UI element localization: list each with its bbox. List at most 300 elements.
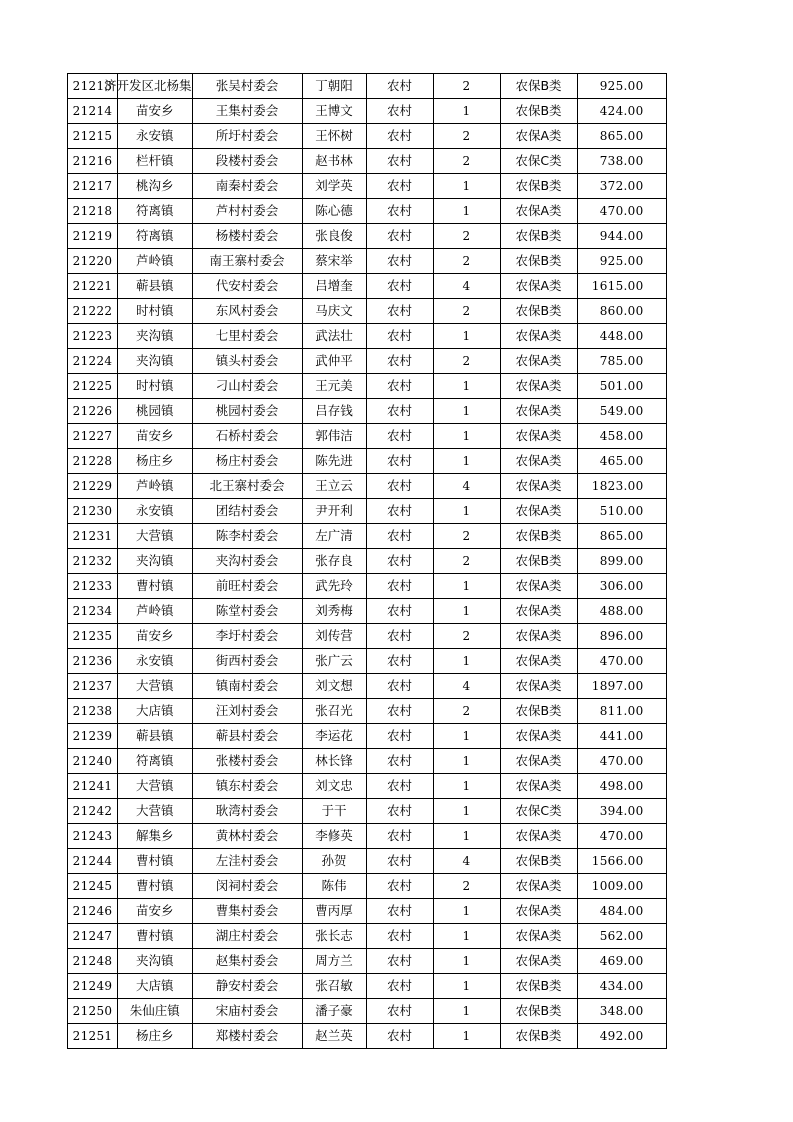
village-committee-cell: 段楼村委会 bbox=[192, 149, 302, 174]
name-cell: 张存良 bbox=[302, 549, 366, 574]
category-cell: 农保A类 bbox=[500, 599, 577, 624]
category-cell: 农保A类 bbox=[500, 424, 577, 449]
table-row bbox=[68, 999, 667, 1024]
table-row bbox=[68, 799, 667, 824]
township-cell: 符离镇 bbox=[118, 224, 193, 249]
household-size-cell: 1 bbox=[433, 974, 500, 999]
category-cell: 农保C类 bbox=[500, 799, 577, 824]
record-id-cell: 21228 bbox=[68, 449, 118, 474]
amount-cell: 448.00 bbox=[577, 324, 666, 349]
category-cell: 农保A类 bbox=[500, 824, 577, 849]
table-row bbox=[68, 324, 667, 349]
name-cell: 陈心德 bbox=[302, 199, 366, 224]
area-type-cell: 农村 bbox=[366, 149, 433, 174]
category-cell: 农保A类 bbox=[500, 649, 577, 674]
household-size-cell: 2 bbox=[433, 624, 500, 649]
record-id-cell: 21213 bbox=[68, 74, 118, 99]
name-cell: 曹丙厚 bbox=[302, 899, 366, 924]
table-row bbox=[68, 649, 667, 674]
village-committee-cell: 陈堂村委会 bbox=[192, 599, 302, 624]
table-row bbox=[68, 874, 667, 899]
table-row bbox=[68, 124, 667, 149]
name-cell: 刘文想 bbox=[302, 674, 366, 699]
village-committee-cell: 桃园村委会 bbox=[192, 399, 302, 424]
area-type-cell: 农村 bbox=[366, 799, 433, 824]
name-cell: 李运花 bbox=[302, 724, 366, 749]
table-row bbox=[68, 424, 667, 449]
category-cell: 农保B类 bbox=[500, 174, 577, 199]
name-cell: 李修英 bbox=[302, 824, 366, 849]
township-cell: 苗安乡 bbox=[118, 899, 193, 924]
category-cell: 农保B类 bbox=[500, 224, 577, 249]
village-committee-cell: 镇头村委会 bbox=[192, 349, 302, 374]
township-cell: 蕲县镇 bbox=[118, 274, 193, 299]
table-row bbox=[68, 99, 667, 124]
name-cell: 刘传营 bbox=[302, 624, 366, 649]
record-id-cell: 21222 bbox=[68, 299, 118, 324]
household-size-cell: 4 bbox=[433, 674, 500, 699]
township-cell: 芦岭镇 bbox=[118, 474, 193, 499]
village-committee-cell: 宋庙村委会 bbox=[192, 999, 302, 1024]
amount-cell: 348.00 bbox=[577, 999, 666, 1024]
township-cell: 桃园镇 bbox=[118, 399, 193, 424]
table-row bbox=[68, 699, 667, 724]
township-cell: 朱仙庄镇 bbox=[118, 999, 193, 1024]
record-id-cell: 21215 bbox=[68, 124, 118, 149]
table-row bbox=[68, 624, 667, 649]
amount-cell: 865.00 bbox=[577, 124, 666, 149]
name-cell: 于干 bbox=[302, 799, 366, 824]
record-id-cell: 21234 bbox=[68, 599, 118, 624]
record-id-cell: 21225 bbox=[68, 374, 118, 399]
amount-cell: 424.00 bbox=[577, 99, 666, 124]
village-committee-cell: 夹沟村委会 bbox=[192, 549, 302, 574]
record-id-cell: 21214 bbox=[68, 99, 118, 124]
township-cell: 夹沟镇 bbox=[118, 324, 193, 349]
village-committee-cell: 湖庄村委会 bbox=[192, 924, 302, 949]
record-id-cell: 21219 bbox=[68, 224, 118, 249]
record-id-cell: 21216 bbox=[68, 149, 118, 174]
township-cell: 蕲县镇 bbox=[118, 724, 193, 749]
name-cell: 武先玲 bbox=[302, 574, 366, 599]
area-type-cell: 农村 bbox=[366, 849, 433, 874]
township-cell-text: 济开发区北杨集 bbox=[104, 78, 192, 93]
name-cell: 左广清 bbox=[302, 524, 366, 549]
township-cell: 芦岭镇 bbox=[118, 599, 193, 624]
record-id-cell: 21237 bbox=[68, 674, 118, 699]
name-cell: 周方兰 bbox=[302, 949, 366, 974]
table-row bbox=[68, 499, 667, 524]
household-size-cell: 2 bbox=[433, 74, 500, 99]
area-type-cell: 农村 bbox=[366, 949, 433, 974]
township-cell: 苗安乡 bbox=[118, 424, 193, 449]
record-id-cell: 21226 bbox=[68, 399, 118, 424]
township-cell: 大店镇 bbox=[118, 974, 193, 999]
category-cell: 农保B类 bbox=[500, 524, 577, 549]
amount-cell: 899.00 bbox=[577, 549, 666, 574]
village-committee-cell: 陈李村委会 bbox=[192, 524, 302, 549]
table-row bbox=[68, 724, 667, 749]
village-committee-cell: 街西村委会 bbox=[192, 649, 302, 674]
area-type-cell: 农村 bbox=[366, 99, 433, 124]
household-size-cell: 4 bbox=[433, 274, 500, 299]
record-id-cell: 21235 bbox=[68, 624, 118, 649]
area-type-cell: 农村 bbox=[366, 774, 433, 799]
household-size-cell: 1 bbox=[433, 424, 500, 449]
household-size-cell: 2 bbox=[433, 224, 500, 249]
township-cell: 符离镇 bbox=[118, 749, 193, 774]
table-row bbox=[68, 849, 667, 874]
table-row bbox=[68, 1024, 667, 1049]
village-committee-cell: 代安村委会 bbox=[192, 274, 302, 299]
village-committee-cell: 南王寨村委会 bbox=[192, 249, 302, 274]
category-cell: 农保B类 bbox=[500, 299, 577, 324]
area-type-cell: 农村 bbox=[366, 399, 433, 424]
amount-cell: 501.00 bbox=[577, 374, 666, 399]
household-size-cell: 1 bbox=[433, 574, 500, 599]
data-table bbox=[67, 73, 667, 1049]
area-type-cell: 农村 bbox=[366, 224, 433, 249]
record-id-cell: 21220 bbox=[68, 249, 118, 274]
village-committee-cell: 静安村委会 bbox=[192, 974, 302, 999]
village-committee-cell: 七里村委会 bbox=[192, 324, 302, 349]
table-row bbox=[68, 549, 667, 574]
village-committee-cell: 刁山村委会 bbox=[192, 374, 302, 399]
amount-cell: 488.00 bbox=[577, 599, 666, 624]
household-size-cell: 2 bbox=[433, 699, 500, 724]
name-cell: 郭伟洁 bbox=[302, 424, 366, 449]
record-id-cell: 21217 bbox=[68, 174, 118, 199]
township-cell: 夹沟镇 bbox=[118, 549, 193, 574]
record-id-cell: 21241 bbox=[68, 774, 118, 799]
village-committee-cell: 闵祠村委会 bbox=[192, 874, 302, 899]
area-type-cell: 农村 bbox=[366, 74, 433, 99]
amount-cell: 434.00 bbox=[577, 974, 666, 999]
village-committee-cell: 曹集村委会 bbox=[192, 899, 302, 924]
township-cell: 大营镇 bbox=[118, 674, 193, 699]
household-size-cell: 1 bbox=[433, 749, 500, 774]
village-committee-cell: 赵集村委会 bbox=[192, 949, 302, 974]
village-committee-cell: 张吴村委会 bbox=[192, 74, 302, 99]
village-committee-cell: 北王寨村委会 bbox=[192, 474, 302, 499]
village-committee-cell: 芦村村委会 bbox=[192, 199, 302, 224]
table-row bbox=[68, 599, 667, 624]
category-cell: 农保A类 bbox=[500, 724, 577, 749]
record-id-cell: 21243 bbox=[68, 824, 118, 849]
household-size-cell: 2 bbox=[433, 349, 500, 374]
name-cell: 赵兰英 bbox=[302, 1024, 366, 1049]
area-type-cell: 农村 bbox=[366, 674, 433, 699]
township-cell: 时村镇 bbox=[118, 299, 193, 324]
area-type-cell: 农村 bbox=[366, 999, 433, 1024]
category-cell: 农保B类 bbox=[500, 99, 577, 124]
household-size-cell: 1 bbox=[433, 599, 500, 624]
household-size-cell: 2 bbox=[433, 874, 500, 899]
household-size-cell: 1 bbox=[433, 649, 500, 674]
table-row bbox=[68, 774, 667, 799]
category-cell: 农保C类 bbox=[500, 149, 577, 174]
name-cell: 刘学英 bbox=[302, 174, 366, 199]
table-row bbox=[68, 199, 667, 224]
area-type-cell: 农村 bbox=[366, 449, 433, 474]
township-cell: 曹村镇 bbox=[118, 874, 193, 899]
record-id-cell: 21218 bbox=[68, 199, 118, 224]
township-cell: 苗安乡 bbox=[118, 99, 193, 124]
name-cell: 张召敏 bbox=[302, 974, 366, 999]
township-cell: 时村镇 bbox=[118, 374, 193, 399]
record-id-cell: 21232 bbox=[68, 549, 118, 574]
household-size-cell: 4 bbox=[433, 474, 500, 499]
household-size-cell: 1 bbox=[433, 949, 500, 974]
township-cell: 曹村镇 bbox=[118, 574, 193, 599]
area-type-cell: 农村 bbox=[366, 574, 433, 599]
village-committee-cell: 汪刘村委会 bbox=[192, 699, 302, 724]
township-cell: 永安镇 bbox=[118, 124, 193, 149]
amount-cell: 785.00 bbox=[577, 349, 666, 374]
record-id-cell: 21229 bbox=[68, 474, 118, 499]
category-cell: 农保B类 bbox=[500, 249, 577, 274]
village-committee-cell: 团结村委会 bbox=[192, 499, 302, 524]
area-type-cell: 农村 bbox=[366, 124, 433, 149]
village-committee-cell: 郑楼村委会 bbox=[192, 1024, 302, 1049]
name-cell: 尹开利 bbox=[302, 499, 366, 524]
township-cell: 栏杆镇 bbox=[118, 149, 193, 174]
name-cell: 吕增奎 bbox=[302, 274, 366, 299]
record-id-cell: 21246 bbox=[68, 899, 118, 924]
amount-cell: 510.00 bbox=[577, 499, 666, 524]
amount-cell: 896.00 bbox=[577, 624, 666, 649]
township-cell: 大营镇 bbox=[118, 524, 193, 549]
category-cell: 农保A类 bbox=[500, 324, 577, 349]
table-row bbox=[68, 349, 667, 374]
township-cell: 苗安乡 bbox=[118, 624, 193, 649]
category-cell: 农保A类 bbox=[500, 399, 577, 424]
area-type-cell: 农村 bbox=[366, 249, 433, 274]
table-row bbox=[68, 224, 667, 249]
name-cell: 陈先进 bbox=[302, 449, 366, 474]
township-cell: 夹沟镇 bbox=[118, 349, 193, 374]
name-cell: 王立云 bbox=[302, 474, 366, 499]
name-cell: 吕存钱 bbox=[302, 399, 366, 424]
township-cell: 桃沟乡 bbox=[118, 174, 193, 199]
area-type-cell: 农村 bbox=[366, 174, 433, 199]
household-size-cell: 4 bbox=[433, 849, 500, 874]
table-row bbox=[68, 749, 667, 774]
area-type-cell: 农村 bbox=[366, 649, 433, 674]
table-row bbox=[68, 249, 667, 274]
record-id-cell: 21230 bbox=[68, 499, 118, 524]
table-row bbox=[68, 299, 667, 324]
category-cell: 农保A类 bbox=[500, 749, 577, 774]
area-type-cell: 农村 bbox=[366, 899, 433, 924]
area-type-cell: 农村 bbox=[366, 474, 433, 499]
record-id-cell: 21244 bbox=[68, 849, 118, 874]
amount-cell: 394.00 bbox=[577, 799, 666, 824]
name-cell: 王博文 bbox=[302, 99, 366, 124]
table-row bbox=[68, 974, 667, 999]
township-cell: 杨庄乡 bbox=[118, 1024, 193, 1049]
record-id-cell: 21245 bbox=[68, 874, 118, 899]
area-type-cell: 农村 bbox=[366, 299, 433, 324]
village-committee-cell: 蕲县村委会 bbox=[192, 724, 302, 749]
amount-cell: 811.00 bbox=[577, 699, 666, 724]
record-id-cell: 21242 bbox=[68, 799, 118, 824]
table-row bbox=[68, 674, 667, 699]
name-cell: 张召光 bbox=[302, 699, 366, 724]
township-cell: 芦岭镇 bbox=[118, 249, 193, 274]
category-cell: 农保A类 bbox=[500, 449, 577, 474]
amount-cell: 860.00 bbox=[577, 299, 666, 324]
record-id-cell: 21247 bbox=[68, 924, 118, 949]
table-row bbox=[68, 824, 667, 849]
amount-cell: 1897.00 bbox=[577, 674, 666, 699]
amount-cell: 470.00 bbox=[577, 199, 666, 224]
record-id-cell: 21221 bbox=[68, 274, 118, 299]
area-type-cell: 农村 bbox=[366, 499, 433, 524]
name-cell: 刘文忠 bbox=[302, 774, 366, 799]
area-type-cell: 农村 bbox=[366, 874, 433, 899]
area-type-cell: 农村 bbox=[366, 274, 433, 299]
amount-cell: 498.00 bbox=[577, 774, 666, 799]
township-cell: 永安镇 bbox=[118, 649, 193, 674]
record-id-cell: 21238 bbox=[68, 699, 118, 724]
category-cell: 农保A类 bbox=[500, 274, 577, 299]
amount-cell: 306.00 bbox=[577, 574, 666, 599]
household-size-cell: 1 bbox=[433, 924, 500, 949]
household-size-cell: 1 bbox=[433, 999, 500, 1024]
household-size-cell: 2 bbox=[433, 124, 500, 149]
table-row bbox=[68, 174, 667, 199]
table-row bbox=[68, 274, 667, 299]
area-type-cell: 农村 bbox=[366, 374, 433, 399]
township-cell: 大店镇 bbox=[118, 699, 193, 724]
category-cell: 农保B类 bbox=[500, 699, 577, 724]
village-committee-cell: 王集村委会 bbox=[192, 99, 302, 124]
amount-cell: 549.00 bbox=[577, 399, 666, 424]
category-cell: 农保A类 bbox=[500, 899, 577, 924]
household-size-cell: 2 bbox=[433, 549, 500, 574]
amount-cell: 1566.00 bbox=[577, 849, 666, 874]
table-row bbox=[68, 949, 667, 974]
category-cell: 农保A类 bbox=[500, 124, 577, 149]
record-id-cell: 21236 bbox=[68, 649, 118, 674]
amount-cell: 1009.00 bbox=[577, 874, 666, 899]
category-cell: 农保A类 bbox=[500, 949, 577, 974]
name-cell: 武法壮 bbox=[302, 324, 366, 349]
area-type-cell: 农村 bbox=[366, 599, 433, 624]
household-size-cell: 1 bbox=[433, 199, 500, 224]
table-row bbox=[68, 524, 667, 549]
record-id-cell: 21248 bbox=[68, 949, 118, 974]
category-cell: 农保A类 bbox=[500, 774, 577, 799]
amount-cell: 1823.00 bbox=[577, 474, 666, 499]
village-committee-cell: 南秦村委会 bbox=[192, 174, 302, 199]
area-type-cell: 农村 bbox=[366, 699, 433, 724]
amount-cell: 470.00 bbox=[577, 649, 666, 674]
amount-cell: 469.00 bbox=[577, 949, 666, 974]
village-committee-cell: 镇东村委会 bbox=[192, 774, 302, 799]
township-cell: 符离镇 bbox=[118, 199, 193, 224]
area-type-cell: 农村 bbox=[366, 199, 433, 224]
household-size-cell: 1 bbox=[433, 374, 500, 399]
category-cell: 农保A类 bbox=[500, 349, 577, 374]
amount-cell: 470.00 bbox=[577, 749, 666, 774]
village-committee-cell: 黄林村委会 bbox=[192, 824, 302, 849]
household-size-cell: 2 bbox=[433, 524, 500, 549]
village-committee-cell: 左洼村委会 bbox=[192, 849, 302, 874]
record-id-cell: 21233 bbox=[68, 574, 118, 599]
area-type-cell: 农村 bbox=[366, 724, 433, 749]
township-cell: 大营镇 bbox=[118, 799, 193, 824]
record-id-cell: 21250 bbox=[68, 999, 118, 1024]
household-size-cell: 1 bbox=[433, 799, 500, 824]
amount-cell: 465.00 bbox=[577, 449, 666, 474]
table-body bbox=[68, 74, 667, 1049]
category-cell: 农保A类 bbox=[500, 499, 577, 524]
area-type-cell: 农村 bbox=[366, 924, 433, 949]
village-committee-cell: 耿湾村委会 bbox=[192, 799, 302, 824]
table-row bbox=[68, 374, 667, 399]
area-type-cell: 农村 bbox=[366, 324, 433, 349]
table-row bbox=[68, 899, 667, 924]
area-type-cell: 农村 bbox=[366, 824, 433, 849]
village-committee-cell: 杨庄村委会 bbox=[192, 449, 302, 474]
table-row bbox=[68, 74, 667, 99]
name-cell: 蔡宋举 bbox=[302, 249, 366, 274]
area-type-cell: 农村 bbox=[366, 349, 433, 374]
category-cell: 农保B类 bbox=[500, 974, 577, 999]
amount-cell: 738.00 bbox=[577, 149, 666, 174]
township-cell: 曹村镇 bbox=[118, 849, 193, 874]
township-cell: 解集乡 bbox=[118, 824, 193, 849]
category-cell: 农保B类 bbox=[500, 549, 577, 574]
village-committee-cell: 李圩村委会 bbox=[192, 624, 302, 649]
name-cell: 林长锋 bbox=[302, 749, 366, 774]
household-size-cell: 1 bbox=[433, 399, 500, 424]
name-cell: 武仲平 bbox=[302, 349, 366, 374]
area-type-cell: 农村 bbox=[366, 524, 433, 549]
record-id-cell: 21231 bbox=[68, 524, 118, 549]
name-cell: 潘子豪 bbox=[302, 999, 366, 1024]
record-id-cell: 21227 bbox=[68, 424, 118, 449]
township-cell: 杨庄乡 bbox=[118, 449, 193, 474]
name-cell: 孙贺 bbox=[302, 849, 366, 874]
table-row bbox=[68, 574, 667, 599]
village-committee-cell: 所圩村委会 bbox=[192, 124, 302, 149]
table-row bbox=[68, 399, 667, 424]
record-id-cell: 21239 bbox=[68, 724, 118, 749]
amount-cell: 470.00 bbox=[577, 824, 666, 849]
amount-cell: 925.00 bbox=[577, 249, 666, 274]
name-cell: 刘秀梅 bbox=[302, 599, 366, 624]
record-id-cell: 21223 bbox=[68, 324, 118, 349]
village-committee-cell: 前旺村委会 bbox=[192, 574, 302, 599]
household-size-cell: 2 bbox=[433, 249, 500, 274]
amount-cell: 865.00 bbox=[577, 524, 666, 549]
amount-cell: 492.00 bbox=[577, 1024, 666, 1049]
amount-cell: 458.00 bbox=[577, 424, 666, 449]
category-cell: 农保B类 bbox=[500, 999, 577, 1024]
village-committee-cell: 镇南村委会 bbox=[192, 674, 302, 699]
category-cell: 农保B类 bbox=[500, 1024, 577, 1049]
household-size-cell: 1 bbox=[433, 724, 500, 749]
township-cell: 永安镇 bbox=[118, 499, 193, 524]
name-cell: 马庆文 bbox=[302, 299, 366, 324]
name-cell: 张广云 bbox=[302, 649, 366, 674]
household-size-cell: 2 bbox=[433, 299, 500, 324]
household-size-cell: 1 bbox=[433, 1024, 500, 1049]
name-cell: 丁朝阳 bbox=[302, 74, 366, 99]
